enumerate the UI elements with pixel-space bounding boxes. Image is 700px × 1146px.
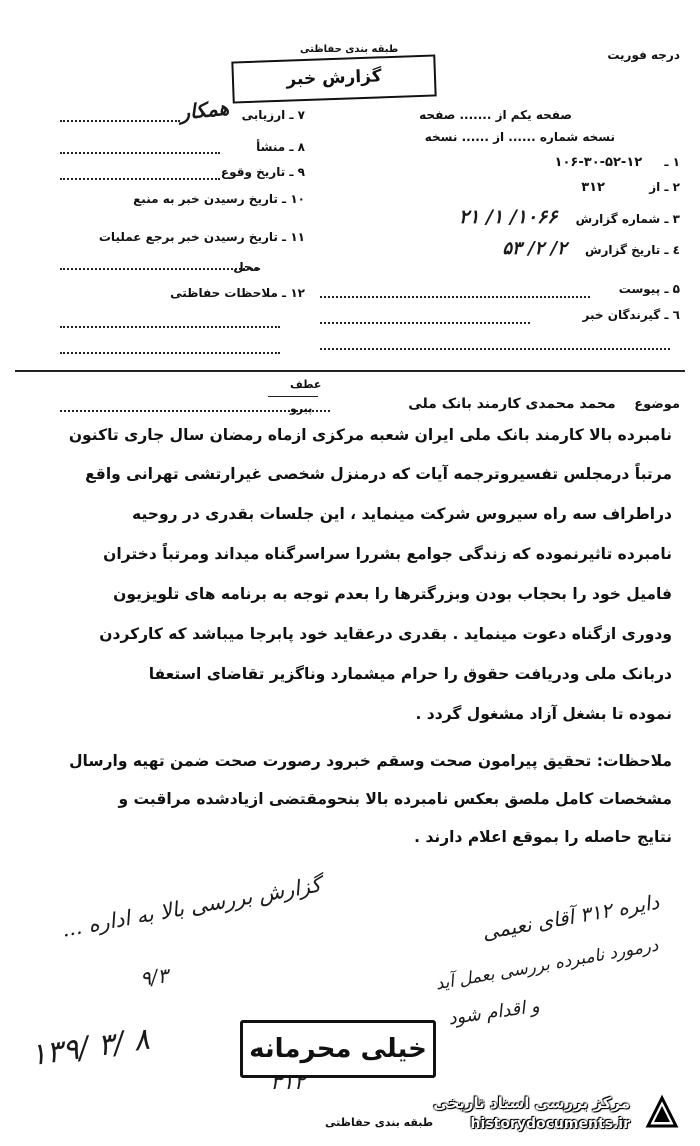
subject-value: محمد محمدی کارمند بانک ملی [408,396,616,412]
handwritten-top-note: همکار [178,95,231,125]
body-line-5: فامیل خود را بحجاب بودن وبزرگترها را بعدم توجه به برنامه های تلویزیون [113,585,672,603]
handwritten-bottom-signature: ۳۱۲ [270,1070,306,1095]
classification-bottom: طبقه بندی حفاظتی [325,1116,434,1129]
priority-label: درجه فوریت [607,48,680,62]
reference-divider [268,396,318,397]
field-left-11 [99,230,305,244]
report-title: گزارش خبر [286,66,382,90]
header-divider [15,370,685,372]
field-left-10 [133,192,305,206]
reference-peyro: پیرو [290,402,313,415]
field-right-3 [459,206,680,228]
handwritten-bottom-left: ۱۳۹/ ۳/ ۸ [28,1021,152,1074]
confidential-stamp [240,1020,436,1078]
field-left-7-label: ۷ ـ ارزیابی [241,108,305,122]
watermark-en: historydocuments.ir [470,1116,630,1132]
field-left-location-label: محل [233,260,260,274]
field-left-12-label: ۱۲ ـ ملاحظات حفاظتی [170,286,305,300]
field-right-2-label: ۲ ـ از [649,180,680,194]
field-right-4-value: ۲/ ۲/ ۵۳ [502,238,567,259]
field-left-9-label: ۹ ـ تاریخ وقوع [220,165,305,179]
subject-line [408,396,680,412]
field-right-1 [555,155,680,170]
dotted-line [320,296,590,298]
field-left-8-label: ۸ ـ منشأ [256,140,305,154]
body-line-7: دربانک ملی ودریافت حقوق را حرام میشمارد وناگزیر تقاضای استعفا [148,665,672,683]
field-right-1-label: ۱ ـ [664,155,680,169]
field-right-3-label: ۳ ـ شماره گزارش [575,212,680,226]
field-left-7 [242,108,305,122]
dotted-line [60,152,220,154]
remarks-line-1: ملاحظات: تحقیق پیرامون صحت وسقم خبرود رصورت صحت ضمن تهیه وارسال [69,752,672,770]
body-line-1: نامبرده بالا کارمند بانک ملی ایران شعبه مرکزی ازماه رمضان سال جاری تاکنون [68,426,672,444]
handwritten-note-left-small: ۹/۳ [138,963,170,991]
body-line-4: نامبرده تاثیرنموده که زندگی جوامع بشررا سراسرگناه میداند ومرتباً دختران [103,545,672,563]
dotted-line [60,120,180,122]
field-right-2 [581,180,680,195]
confidential-stamp-text: خیلی محرمانه [249,1034,427,1064]
field-left-12 [170,286,305,300]
remarks-line-3: نتایج حاصله را بموقع اعلام دارند . [414,828,672,846]
body-line-3: دراطراف سه راه سیروس شرکت مینماید ، این جلسات بقدری در روحیه [132,505,672,523]
field-right-5-label: ۵ ـ پیوست [618,282,680,296]
handwritten-note-right-2: درمورد نامبرده بررسی بعمل آید [434,935,661,995]
field-right-3-value: ۱۰۶۶/ ۱/ ۲۱ [458,206,558,228]
field-right-6 [583,308,680,322]
dotted-line [60,178,220,180]
dotted-line [60,352,280,354]
body-line-8: نموده تا بشغل آزاد مشغول گردد . [415,705,672,723]
remarks-line-2: مشخصات کامل ملصق بعکس نامبرده بالا بنحومقتضی ازیادشده مراقبت و [118,790,672,808]
field-right-4 [502,238,680,259]
reference-atf: عطف [290,378,322,391]
field-left-9 [221,165,305,179]
field-left-location [233,260,260,274]
copy-number-line: نسخه شماره ...... از ...... نسخه [424,130,615,144]
dotted-line [60,326,280,328]
field-left-11-label: ۱۱ ـ تاریخ رسیدن خبر برجع عملیات [98,230,305,244]
watermark-logo-icon [642,1092,682,1132]
handwritten-note-right-3: و اقدام شود [447,995,542,1030]
report-title-stamp [231,54,436,103]
field-right-1-value: ۱۲-۵۲-۳۰-۱۰۶ [554,155,643,170]
handwritten-note-left: گزارش بررسی بالا به اداره ... [59,872,323,942]
handwritten-note-right-1: دایره ۳۱۲ آقای نعیمی [480,889,661,945]
field-right-2-value: ۳۱۲ [581,180,605,195]
body-line-2: مرتباً درمجلس تفسیروترجمه آیات که درمنزل شخصی غیرارتشی تهرانی واقع [85,465,672,483]
classification-top: طبقه بندی حفاظتی [300,44,399,55]
field-right-6-label: ٦ ـ گیرندگان خبر [582,308,680,322]
subject-label: موضوع [634,397,680,412]
dotted-line [60,268,260,270]
field-right-4-label: ٤ ـ تاریخ گزارش [584,243,680,257]
field-right-5 [619,282,680,296]
page-number-line: صفحه یکم از ....... صفحه [419,108,572,122]
field-left-8 [256,140,305,154]
body-line-6: ودوری ازگناه دعوت مینماید . بقدری درعقاید خود پابرجا میباشد که کارکردن [99,625,672,643]
watermark-fa: مرکز بررسی اسناد تاریخی [433,1094,630,1112]
field-left-10-label: ۱۰ ـ تاریخ رسیدن خبر به منبع [133,192,305,206]
dotted-line [320,322,530,324]
dotted-line [320,348,670,350]
